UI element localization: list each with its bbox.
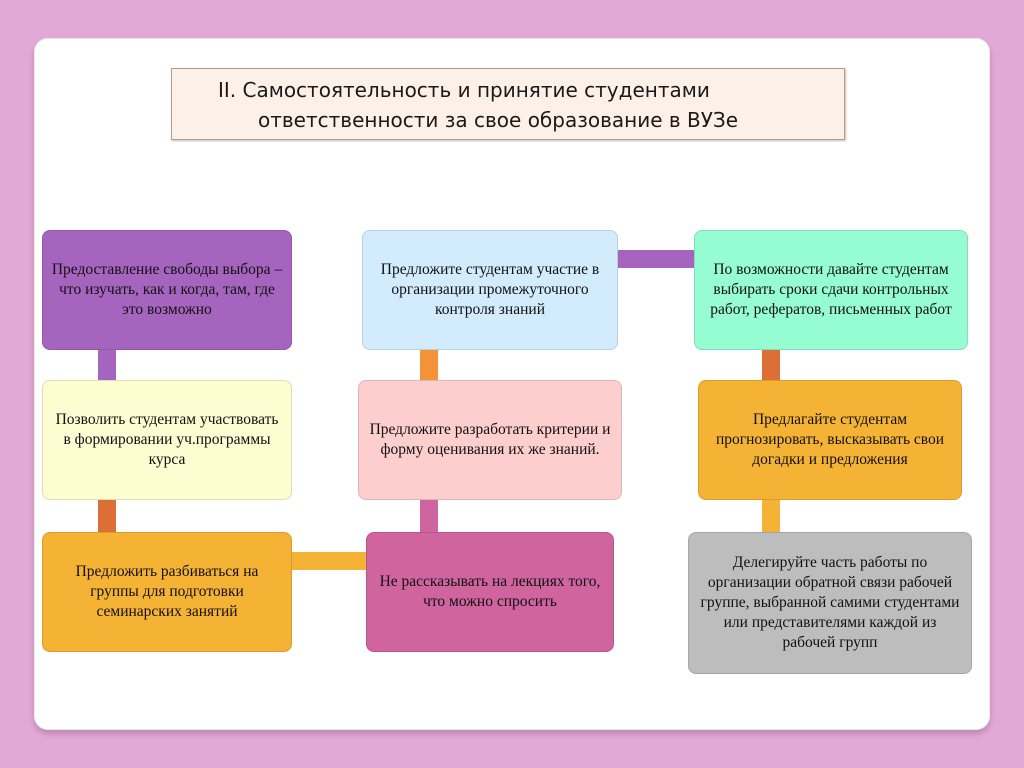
connector-b3-b6: [290, 552, 368, 570]
box-seminar-groups: Предложить разбиваться на группы для подготовки семинарских занятий: [42, 532, 292, 652]
connector-b2-b3: [98, 500, 116, 534]
connector-b5-b4: [420, 348, 438, 382]
connector-b1-b2: [98, 348, 116, 382]
box-assessment-criteria: Предложите разработать критерии и форму оценивания их же знаний.: [358, 380, 622, 500]
connector-b6-b5: [420, 500, 438, 534]
box-curriculum-participation: Позволить студентам участвовать в формировании уч.программы курса: [42, 380, 292, 500]
box-intermediate-control: Предложите студентам участие в организации промежуточного контроля знаний: [362, 230, 618, 350]
box-lectures: Не рассказывать на лекциях того, что можно спросить: [366, 532, 614, 652]
connector-b8-b9: [762, 500, 780, 534]
connector-b4-b7: [616, 250, 696, 268]
title-box: [171, 68, 845, 140]
title-line-1: II. Самостоятельность и принятие студентами: [218, 78, 710, 102]
box-predictions: Предлагайте студентам прогнозировать, высказывать свои догадки и предложения: [698, 380, 962, 500]
connector-b7-b8: [762, 348, 780, 382]
title-line-2: ответственности за свое образование в ВУЗе: [258, 108, 739, 132]
box-freedom-of-choice: Предоставление свободы выбора – что изучать, как и когда, там, где это возможно: [42, 230, 292, 350]
box-delegate-feedback: Делегируйте часть работы по организации обратной связи рабочей группе, выбранной самими студентами или представителями каждой из рабочей групп: [688, 532, 972, 674]
box-deadlines-choice: По возможности давайте студентам выбирать сроки сдачи контрольных работ, рефератов, письменных работ: [694, 230, 968, 350]
